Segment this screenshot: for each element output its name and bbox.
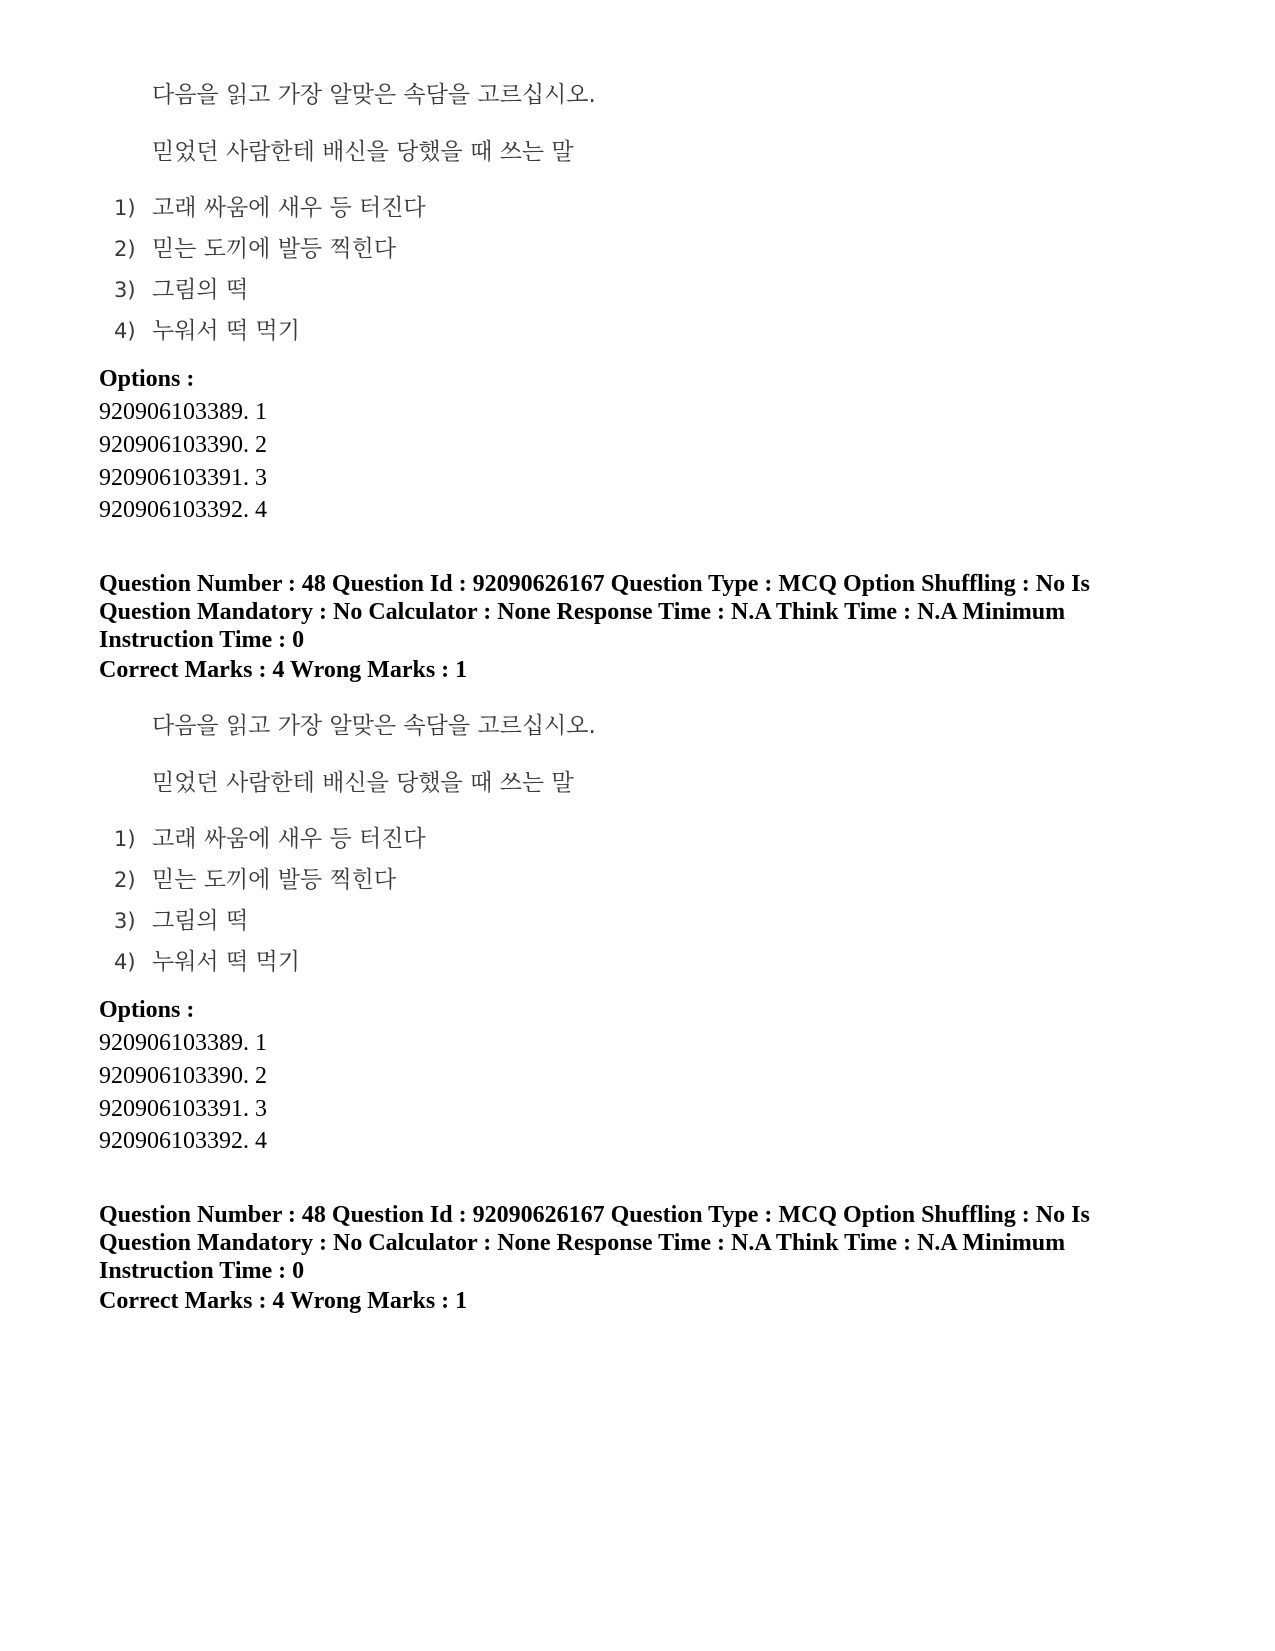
choice-item bbox=[114, 230, 396, 263]
options-heading: Options : bbox=[99, 997, 195, 1023]
choice-number: 1) bbox=[114, 827, 136, 851]
choice-item bbox=[114, 902, 248, 935]
choice-text: 고래 싸움에 새우 등 터진다 bbox=[152, 195, 426, 221]
option-line: 920906103390. 2 bbox=[99, 432, 267, 458]
option-line: 920906103391. 3 bbox=[99, 1096, 267, 1122]
choice-item bbox=[114, 861, 396, 894]
choice-text: 누워서 떡 먹기 bbox=[152, 318, 300, 344]
question-prompt: 믿었던 사람한테 배신을 당했을 때 쓰는 말 bbox=[152, 770, 574, 796]
marks-info: Correct Marks : 4 Wrong Marks : 1 bbox=[99, 1288, 468, 1314]
choice-item bbox=[114, 189, 426, 222]
choice-number: 4) bbox=[114, 950, 136, 974]
marks-info: Correct Marks : 4 Wrong Marks : 1 bbox=[99, 657, 468, 683]
options-heading: Options : bbox=[99, 366, 195, 392]
question-instruction: 다음을 읽고 가장 알맞은 속담을 고르십시오. bbox=[152, 82, 596, 108]
choice-number: 3) bbox=[114, 909, 136, 933]
choice-number: 4) bbox=[114, 319, 136, 343]
choice-text: 믿는 도끼에 발등 찍힌다 bbox=[152, 867, 397, 893]
choice-number: 1) bbox=[114, 196, 136, 220]
choice-text: 그림의 떡 bbox=[152, 277, 249, 303]
option-line: 920906103392. 4 bbox=[99, 1128, 267, 1154]
option-line: 920906103390. 2 bbox=[99, 1063, 267, 1089]
option-line: 920906103389. 1 bbox=[99, 399, 267, 425]
choice-text: 고래 싸움에 새우 등 터진다 bbox=[152, 826, 426, 852]
choice-number: 2) bbox=[114, 868, 136, 892]
question-metadata: Question Number : 48 Question Id : 92090626167 Question Type : MCQ Option Shuffling : No Is Question Mandatory : No Calculator : None Response Time : N.A Think Time : N.A Minimum Instruction Time : 0 bbox=[99, 571, 1090, 653]
choice-item bbox=[114, 271, 248, 304]
option-line: 920906103392. 4 bbox=[99, 497, 267, 523]
question-instruction: 다음을 읽고 가장 알맞은 속담을 고르십시오. bbox=[152, 713, 596, 739]
choice-number: 2) bbox=[114, 237, 136, 261]
choice-item bbox=[114, 943, 300, 976]
choice-text: 믿는 도끼에 발등 찍힌다 bbox=[152, 236, 397, 262]
option-line: 920906103389. 1 bbox=[99, 1030, 267, 1056]
choice-item bbox=[114, 312, 300, 345]
question-metadata: Question Number : 48 Question Id : 92090626167 Question Type : MCQ Option Shuffling : No Is Question Mandatory : No Calculator : None Response Time : N.A Think Time : N.A Minimum Instruction Time : 0 bbox=[99, 1202, 1090, 1284]
choice-text: 그림의 떡 bbox=[152, 908, 249, 934]
question-prompt: 믿었던 사람한테 배신을 당했을 때 쓰는 말 bbox=[152, 139, 574, 165]
option-line: 920906103391. 3 bbox=[99, 465, 267, 491]
choice-text: 누워서 떡 먹기 bbox=[152, 949, 300, 975]
choice-number: 3) bbox=[114, 278, 136, 302]
choice-item bbox=[114, 820, 426, 853]
